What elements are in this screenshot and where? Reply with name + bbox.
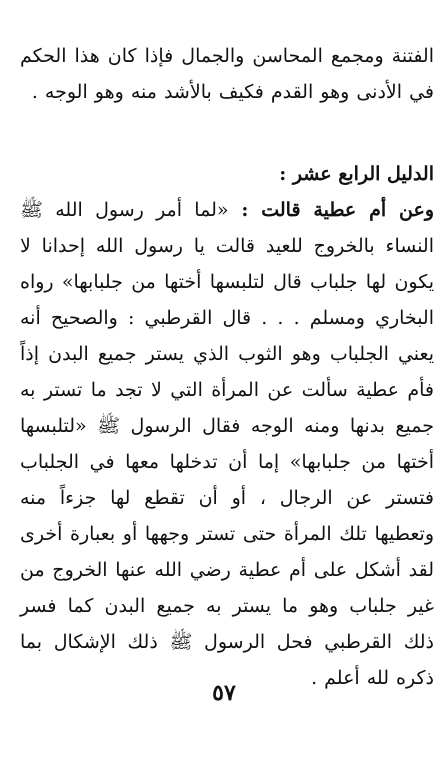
intro-paragraph: الفتنة ومجمع المحاسن والجمال فإذا كان هذا الحكم في الأدنى وهو القدم فكيف بالأشد منه وهو الوجه . [20,45,434,103]
page-number: ٥٧ [212,680,236,706]
page-text-block [20,38,434,738]
body-paragraph [20,192,434,696]
section-heading: الدليل الرابع عشر : [279,163,434,185]
body-lead: وعن أم عطية قالت : [228,199,435,221]
body-text: «لما أمر رسول الله ﷺ النساء بالخروج للعيد قالت يا رسول الله إحدانا لا يكون لها جلباب قال لتلبسها أختها من جلبابها» رواه البخاري ومسلم . . . قال القرطبي : والصحيح أنه يعني الجلباب وهو الثوب الذي يستر جميع البدن إذاً فأم عطية سألت عن المرأة التي لا تجد ما تستر به جميع بدنها ومنه الوجه فقال الرسول ﷺ «لتلبسها أختها من جلبابها» إما أن تدخلها معها في الجلباب فتستر عن الرجال ، أو أن تقطع لها جزءاً منه وتعطيها تلك المرأة حتى تستر وجهها أو بعبارة أخرى لقد أشكل على أم عطية رضي الله عنها الخروج من غير جلباب وهو ما يستر به جميع البدن كما فسر ذلك القرطبي فحل الرسول ﷺ ذلك الإشكال بما ذكره لله أعلم . [20,199,434,689]
